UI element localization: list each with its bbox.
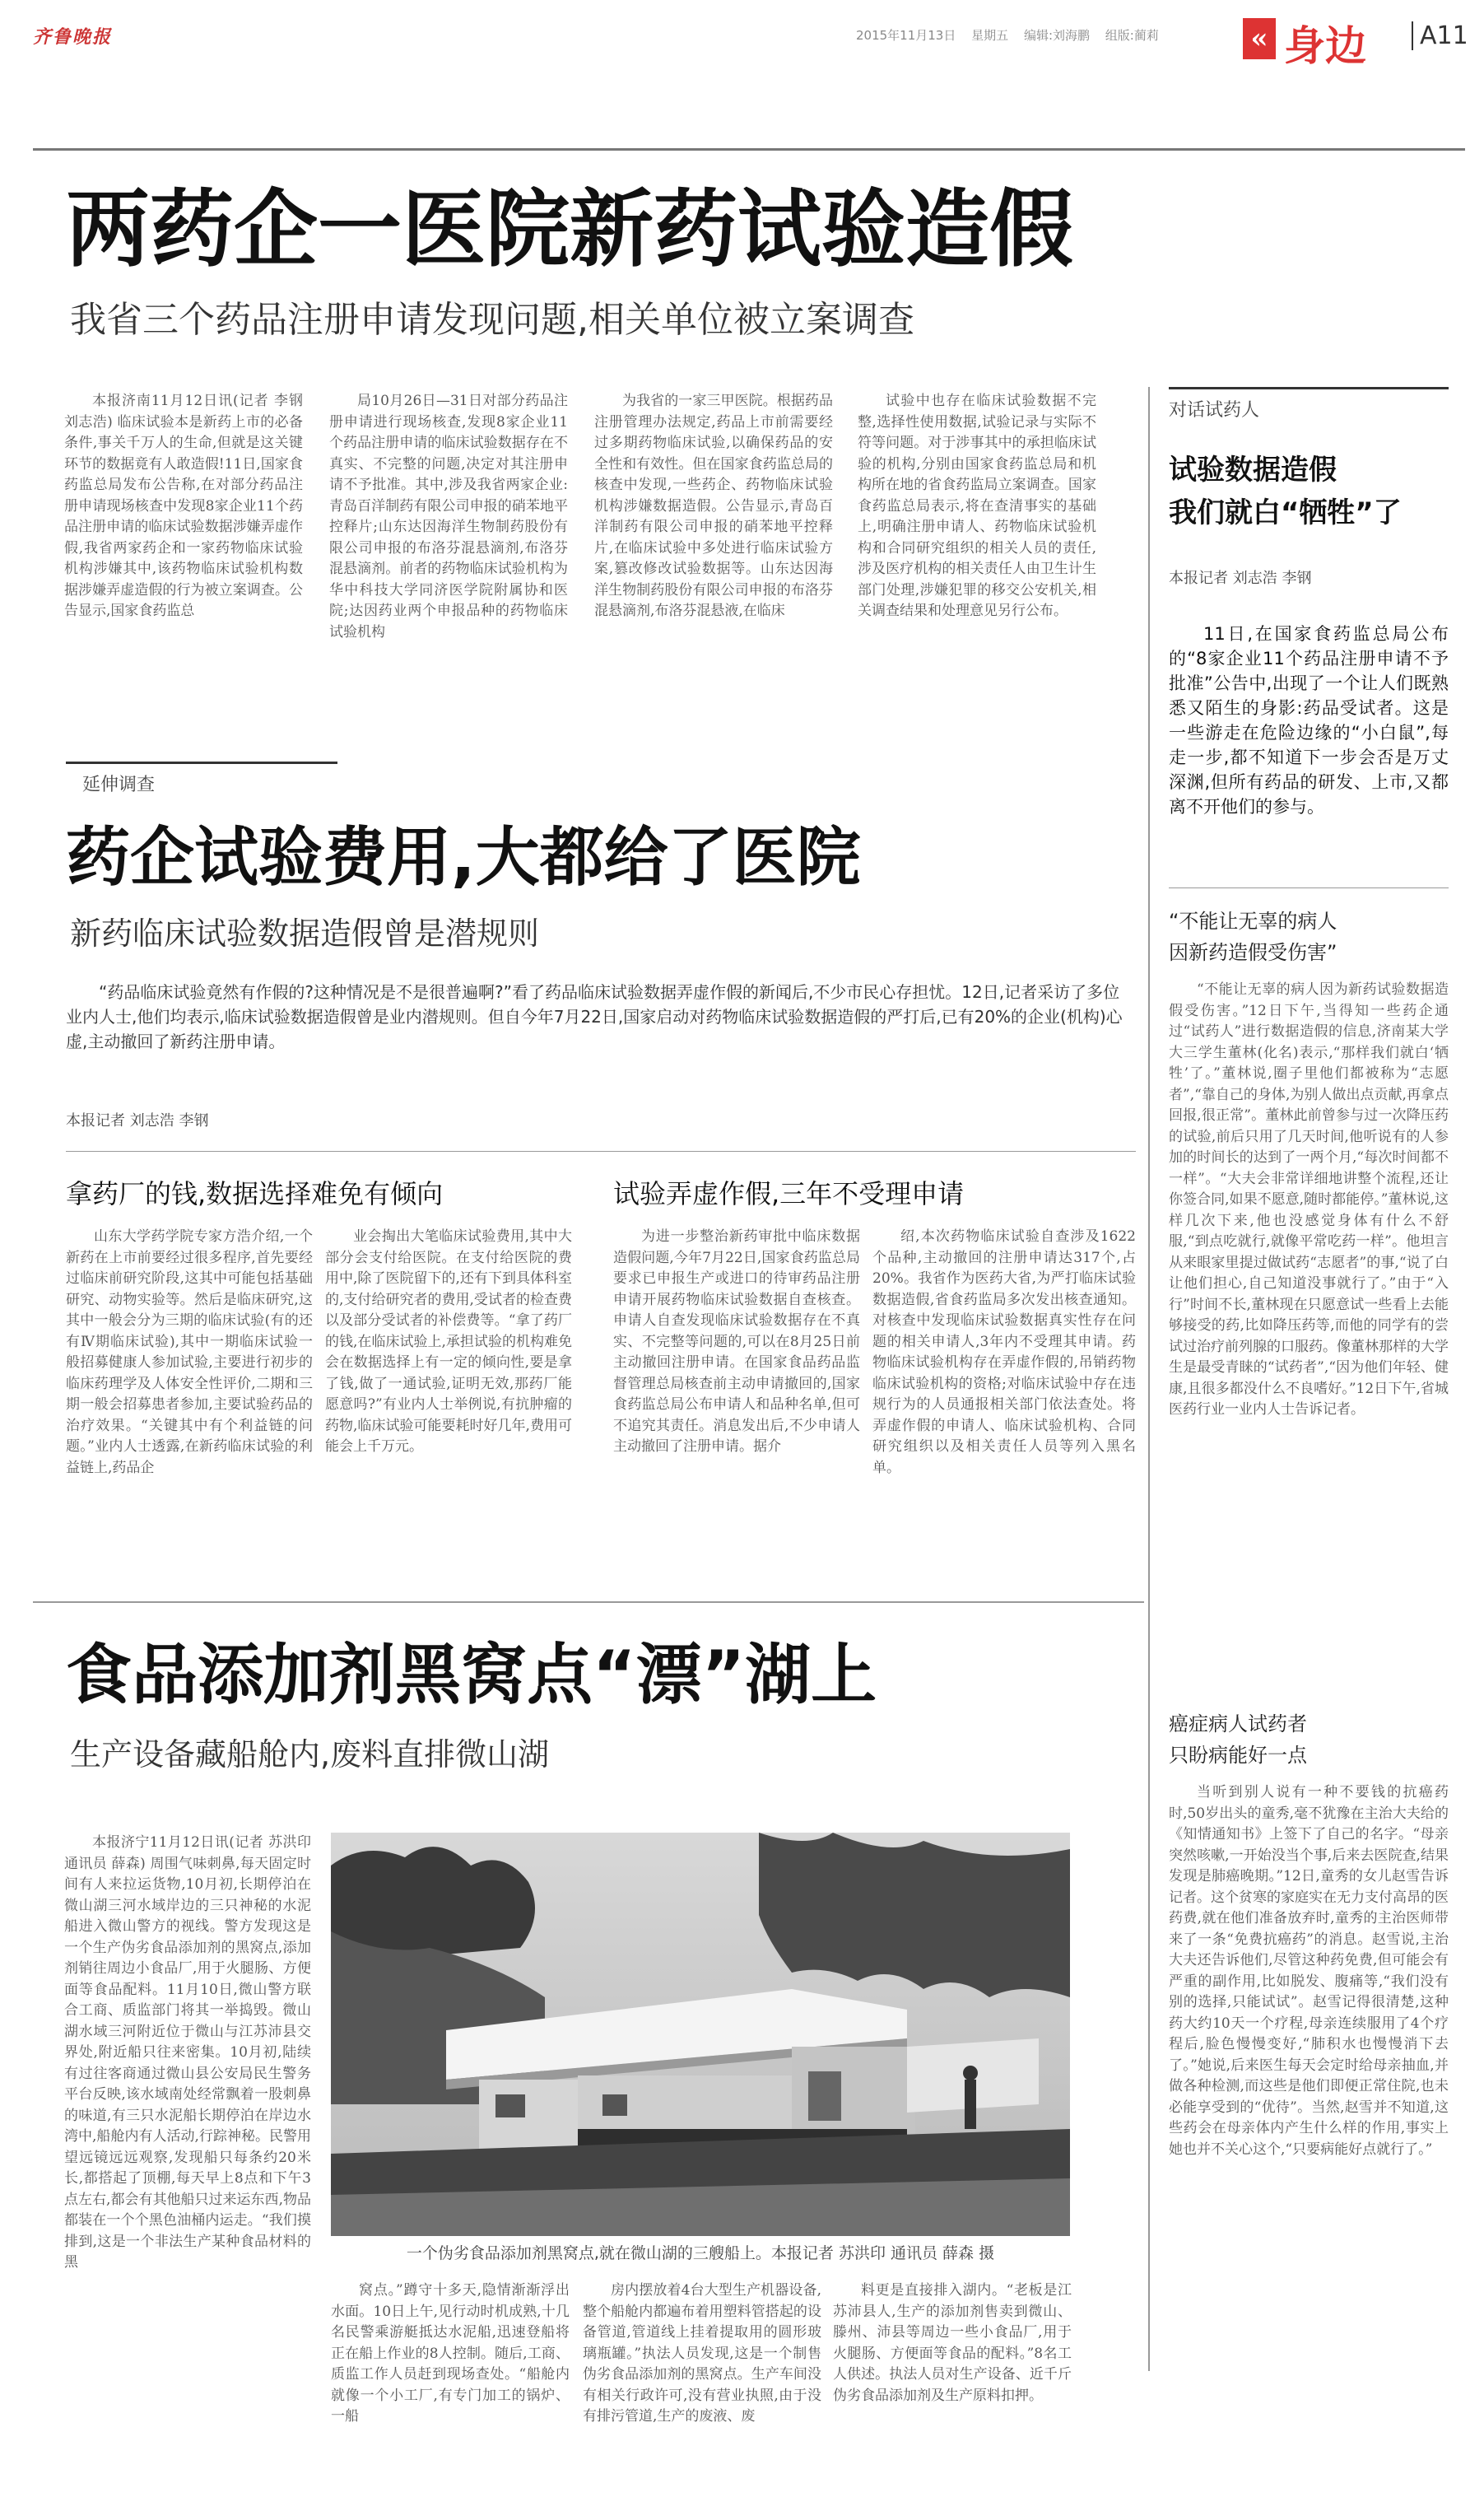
issue-weekday: 星期五 [971,28,1009,43]
sidebar-headline-line2: 我们就白“牺牲”了 [1169,496,1402,529]
sidebar-sub1 [1169,906,1449,968]
story2-headline: 药企试验费用,大都给了医院 [66,821,861,895]
story1-col3-text: 为我省的一家三甲医院。根据药品注册管理办法规定,药品上市前需要经过多期药物临床试验,以确保药品的安全性和有效性。但在国家食药监总局的核查中发现,一些药企、药物临床试验机构涉嫌数据造假。公告显示,青岛百洋制药有限公司申报的硝苯地平控释片,在临床试验中多处进行临床试验方案,篡改修改试验数据等。山东达因海洋生物制药股份有限公司申报的布洛芬混悬滴剂,布洛芬混悬液,在临床 [594,393,833,619]
story2-tag-box [66,762,337,796]
story3-colM2 [583,2280,821,2486]
sidebar-sub2-line1: 癌症病人试药者 [1169,1712,1307,1735]
story2-sub-left: 拿药厂的钱,数据选择难免有倾向 [66,1178,444,1209]
sidebar-tag: 对话试药人 [1169,400,1260,421]
sidebar-tag-box [1169,387,1449,422]
story1-col4-text: 试验中也存在临床试验数据不完整,选择性使用数据,试验记录与实际不符等问题。对于涉事其中的承担临床试验的机构,分别由国家食药监总局和机构所在地的省食药监局立案调查。国家食药监总局表示,将在查清事实的基础上,明确注册申请人、药物临床试验机构和合同研究组织的相关人员的责任,涉及医疗机构的相关责任人由卫生计生部门处理,涉嫌犯罪的移交公安机关,相关调查结果和处理意见另行公布。 [858,393,1096,619]
sidebar-byline: 本报记者 刘志浩 李钢 [1169,570,1312,587]
story2-lead: “药品临床试验竟然有作假的?这种情况是不是很普遍啊?”看了药品临床试验数据弄虚作假的新闻后,不少市民心存担忧。12日,记者采访了多位业内人士,他们均表示,临床试验数据造假曾是业内潜规则。但自今年7月22日,国家启动对药物临床试验数据造假的严打后,已有20%的企业(机构)心虚,主动撤回了新药注册申请。 [66,982,1123,1051]
story2-colD-text: 绍,本次药物临床试验自查涉及1622个品种,主动撤回的注册申请达317个,占20%。我省作为医药大省,为严打临床试验数据造假,省食药监局多次发出核查通知。对核查中发现临床试验数据真实性存在问题的相关申请人,3年内不受理其申请。药物临床试验机构存在弄虚作假的,吊销药物临床试验机构的资格;对临床试验中存在违规行为的人员通报相关部门依法查处。将弄虚作假的申请人、临床试验机构、合同研究组织以及相关责任人员等列入黑名单。 [872,1228,1136,1476]
story2-colB [325,1227,572,1572]
story2-colC [613,1227,860,1572]
story1-col3 [594,391,833,720]
sidebar-sub1-line2: 因新药造假受伤害” [1169,941,1337,964]
issue-date: 2015年11月13日 [856,28,956,43]
story2-colA [66,1227,313,1572]
story1-headline: 两药企一医院新药试验造假 [66,181,1073,279]
story3-colM3-text: 料更是直接排入湖内。“老板是江苏沛县人,生产的添加剂售卖到微山、滕州、沛县等周边一些小食品厂,用于火腿肠、方便面等食品的配料。”8名工人供述。执法人员对生产设备、近千斤伪劣食品添加剂及生产原料扣押。 [833,2282,1072,2404]
section-name: 身边 [1284,22,1366,70]
sidebar-intro [1169,622,1449,881]
story2-colA-text: 山东大学药学院专家方浩介绍,一个新药在上市前要经过很多程序,首先要经过临床前研究阶段,这其中可能包括基础研究、动物实验等。然后是临床研究,这其中一般会分为三期的临床试验(有的还有Ⅳ期临床试验),其中一期临床试验一般招募健康人参加试验,主要进行初步的临床药理学及人体安全性评价,二期和三期一般会招募患者参加,主要试验药品的治疗效果。“关键其中有个利益链的问题。”业内人士透露,在新药临床试验的利益链上,药品企 [66,1228,313,1476]
sidebar-intro-text: 11日,在国家食药监总局公布的“8家企业11个药品注册申请不予批准”公告中,出现了一个让人们既熟悉又陌生的身影:药品受试者。这是一些游走在危险边缘的“小白鼠”,每走一步,都不知道下一步会否是万丈深渊,但所有药品的研发、上市,又都离不开他们的参与。 [1169,624,1449,817]
story2-colD [872,1227,1136,1572]
sidebar-rule [1169,887,1449,888]
sidebar-body1-text: “不能让无辜的病人因为新药试验数据造假受伤害。”12日下午,当得知一些药企通过“试药人”进行数据造假的信息,济南某大学大三学生董林(化名)表示,“那样我们就白‘牺牲’了。”董林说,圈子里他们都被称为“志愿者”,“靠自己的身体,为别人做出点贡献,再拿点回报,很正常”。董林此前曾参与过一次降压药的试验,前后只用了几天时间,他听说有的人参加的时间长的达到了一两个月,“每次时间都不一样”。“大夫会非常详细地讲整个流程,还让你签合同,如果不愿意,随时都能停。”董林说,这样几次下来,他也没感觉身体有什么不舒服,“到点吃就行,就像平常吃药一样”。他坦言从来眼家里提过做试药“志愿者”的事,“说了白让他们担心,自己知道没事就行了。”由于“入行”时间不长,董林现在只愿意试一些看上去能够接受的药,比如降压药等,而他的同学有的尝试过治疗前列腺的口服药。像董林那样的大学生是最受青睐的“试药者”,“因为他们年轻、健康,且很多都没什么不良嗜好。”12日下午,省城医药行业一业内人士告诉记者。 [1169,981,1449,1418]
boat-photo-illustration [331,1833,1070,2236]
page-number: A11 [1412,21,1469,50]
story3-colL [64,1833,311,2491]
story1-col4 [858,391,1096,720]
story3-rule [33,1601,1144,1603]
story3-colM2-text: 房内摆放着4台大型生产机器设备,整个船舱内都遍布着用塑料管搭起的设备管道,管道线上挂着提取用的圆形玻璃瓶罐。”执法人员发现,这是一个制售伪劣食品添加剂的黑窝点。生产车间没有相关行政许可,没有营业执照,由于没有排污管道,生产的废液、废 [583,2282,821,2425]
story2-colC-text: 为进一步整治新药审批中临床数据造假问题,今年7月22日,国家食药监总局要求已申报生产或进口的待审药品注册申请开展药物临床试验数据自查核查。申请人自查发现临床试验数据存在不真实、不完整等问题的,可以在8月25日前主动撤回注册申请。在国家食品药品监督管理总局核查前主动申请撤回的,国家食药监总局公布申请人和品种名单,但可不追究其责任。消息发出后,不少申请人主动撤回了注册申请。据介 [613,1228,860,1455]
header-meta [856,26,1300,44]
story3-colL-text: 本报济宁11月12日讯(记者 苏洪印 通讯员 薛森) 周围气味刺鼻,每天固定时间有人来拉运货物,10月初,长期停泊在微山湖三河水域岸边的三只神秘的水泥船进入微山警方的视线。警方发现这是一个生产伪劣食品添加剂的黑窝点,添加剂销往周边小食品厂,用于火腿肠、方便面等食品配料。11月10日,微山警方联合工商、质监部门将其一举捣毁。微山湖水域三河附近位于微山与江苏沛县交界处,附近船只往来密集。10月初,陆续有过往客商通过微山县公安局民生警务平台反映,该水域南处经常飘着一股刺鼻的味道,有三只水泥船长期停泊在岸边水湾中,船舱内有人活动,行踪神秘。民警用望远镜远远观察,发现船只每条约20米长,都搭起了顶棚,每天早上8点和下午3点左右,都会有其他船只过来运东西,物品都装在一个个黑色油桶内运走。“我们摸排到,这是一个非法生产某种食品材料的黑 [64,1834,311,2271]
sidebar-body1 [1169,980,1449,1679]
story2-colB-text: 业会掏出大笔临床试验费用,其中大部分会支付给医院。在支付给医院的费用中,除了医院留下的,还有下到具体科室的,支付给研究者的费用,受试者的检查费以及部分受试者的补偿费等。“拿了药厂的钱,在临床试验上,承担试验的机构难免会在数据选择上有一定的倾向性,要是拿了钱,做了一通试验,证明无效,那药厂能愿意吗?”有业内人士举例说,有抗肿瘤的药物,临床试验可能要耗时好几年,费用可能会上千万元。 [325,1228,572,1455]
story3-colM1-text: 窝点。”蹲守十多天,隐情渐渐浮出水面。10日上午,见行动时机成熟,十几名民警乘游艇抵达水泥船,迅速登船将正在船上作业的8人控制。随后,工商、质监工作人员赶到现场查处。“船舱内就像一个小工厂,有专门加工的锅炉、一船 [331,2282,570,2425]
story1-subhead: 我省三个药品注册申请发现问题,相关单位被立案调查 [70,299,914,341]
story3-colM3 [833,2280,1072,2486]
sidebar-divider [1148,387,1150,2371]
news-photo-boats [331,1833,1070,2236]
sidebar-sub2-line2: 只盼病能好一点 [1169,1744,1307,1767]
story1-col1 [64,391,303,720]
photo-caption: 一个伪劣食品添加剂黑窝点,就在微山湖的三艘船上。本报记者 苏洪印 通讯员 薛森 摄 [406,2244,995,2262]
story1-col2 [329,391,568,720]
sidebar-sub1-line1: “不能让无辜的病人 [1169,910,1337,933]
story2-sub-right: 试验弄虚作假,三年不受理申请 [613,1178,965,1209]
sidebar-headline-line1: 试验数据造假 [1169,454,1337,487]
story2-tag: 延伸调查 [82,775,156,795]
sidebar-sub2 [1169,1708,1449,1771]
sidebar-headline [1169,449,1449,534]
chevron-left-icon: « [1243,18,1276,59]
masthead-logo: 齐鲁晚报 [33,26,113,48]
story1-col2-text: 局10月26日—31日对部分药品注册申请进行现场核查,发现8家企业11个药品注册申请的临床试验数据存在不真实、不完整的问题,决定对其注册申请不予批准。其中,涉及我省两家企业:青岛百洋制药有限公司申报的硝苯地平控释片;山东达因海洋生物制药股份有限公司申报的布洛芬混悬滴剂,布洛芬混悬滴剂。前者的药物临床试验机构为华中科技大学同济医学院附属协和医院;达因药业两个申报品种的药物临床试验机构 [329,393,568,641]
story2-rule [66,1151,1136,1152]
story3-subhead: 生产设备藏船舱内,废料直排微山湖 [70,1736,550,1773]
story2-byline: 本报记者 刘志浩 李钢 [66,1112,209,1130]
designer-credit: 组版:蔺莉 [1105,28,1159,43]
story3-colM1 [331,2280,570,2486]
header-divider [33,148,1465,151]
sidebar-body2-text: 当听到别人说有一种不要钱的抗癌药时,50岁出头的童秀,毫不犹豫在主治大夫给的《知情通知书》上签下了自己的名字。“母亲突然咳嗽,一开始没当个事,后来去医院查,结果发现是肺癌晚期。”12日,童秀的女儿赵雪告诉记者。这个贫寒的家庭实在无力支付高昂的医药费,就在他们准备放弃时,童秀的主治医师带来了一条“免费抗癌药”的消息。赵雪说,主治大夫还告诉他们,尽管这种药免费,但可能会有严重的副作用,比如脱发、腹痛等,“我们没有别的选择,只能试试”。赵雪记得很清楚,这种药大约10天一个疗程,母亲连续服用了4个疗程后,脸色慢慢变好,“肺积水也慢慢消下去了。”她说,后来医生每天会定时给母亲抽血,并做各种检测,而这些是他们即便正常住院,也未必能享受到的“优待”。当然,赵雪并不知道,这些药会在母亲体内产生什么样的作用,事实上她也并不关心这个,“只要病能好点就行了。” [1169,1784,1449,2158]
story3-headline: 食品添加剂黑窝点“漂”湖上 [66,1637,877,1713]
story2-subhead: 新药临床试验数据造假曾是潜规则 [70,915,540,952]
editor-credit: 编辑:刘海鹏 [1023,28,1090,43]
story1-col1-text: 本报济南11月12日讯(记者 李钢 刘志浩) 临床试验本是新药上市的必备条件,事关千万人的生命,但就是这关键环节的数据竟有人敢造假!11日,国家食药监总局发布公告称,在对部分药品注册申请现场核查中发现8家企业11个药品注册申请的临床试验数据涉嫌弄虚作假,我省两家药企和一家药物临床试验机构涉嫌其中,该药物临床试验机构数据涉嫌弄虚造假的行为被立案调查。公告显示,国家食药监总 [64,393,303,619]
sidebar-body2 [1169,1782,1449,2375]
